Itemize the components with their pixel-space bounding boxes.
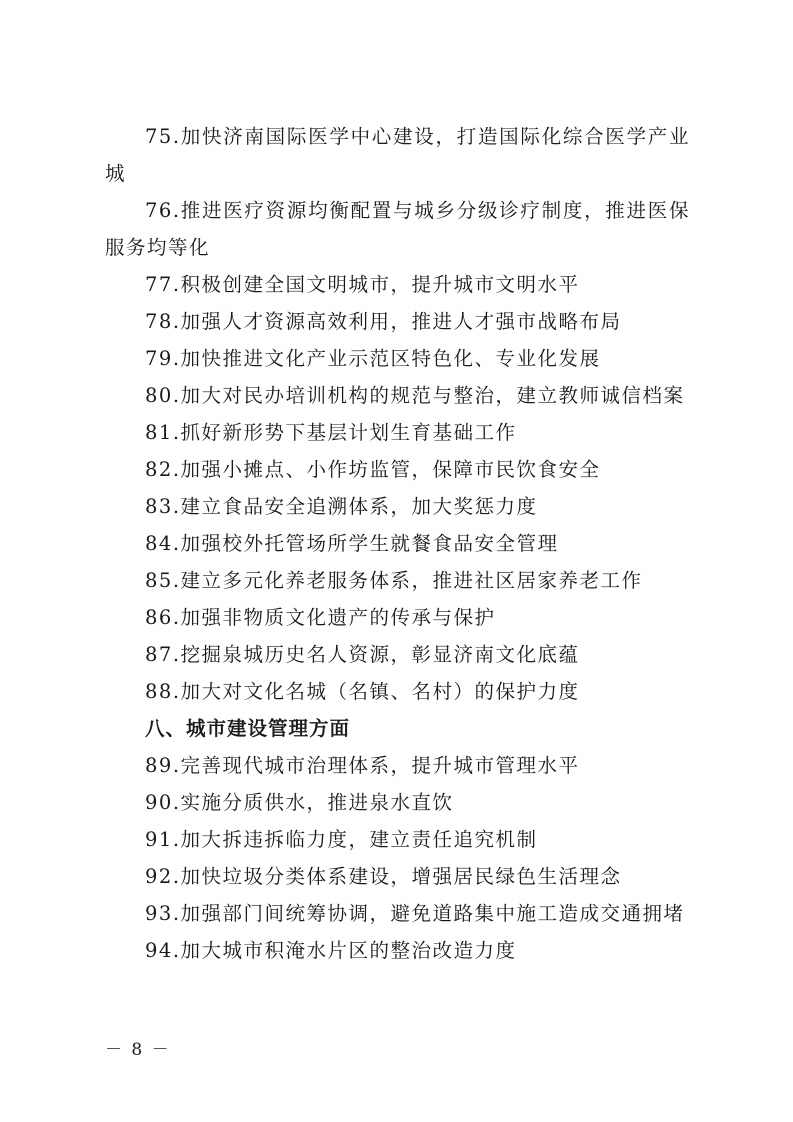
list-item: 85.建立多元化养老服务体系，推进社区居家养老工作 (145, 569, 643, 592)
list-item: 76.推进医疗资源均衡配置与城乡分级诊疗制度，推进医保服务均等化 (105, 199, 690, 259)
list-item: 75.加快济南国际医学中心建设，打造国际化综合医学产业城 (105, 125, 690, 185)
list-item: 92.加快垃圾分类体系建设，增强居民绿色生活理念 (145, 865, 622, 888)
list-item: 88.加大对文化名城（名镇、名村）的保护力度 (145, 680, 580, 703)
list-item: 81.抓好新形势下基层计划生育基础工作 (145, 421, 517, 444)
list-item: 79.加快推进文化产业示范区特色化、专业化发展 (145, 347, 601, 370)
list-item: 80.加大对民办培训机构的规范与整治，建立教师诚信档案 (145, 384, 685, 407)
section-heading: 八、城市建设管理方面 (145, 717, 351, 740)
list-item: 87.挖掘泉城历史名人资源，彰显济南文化底蕴 (145, 643, 580, 666)
page-number: － 8 － (105, 1040, 171, 1060)
list-item: 83.建立食品安全追溯体系，加大奖惩力度 (145, 495, 538, 518)
list-item: 84.加强校外托管场所学生就餐食品安全管理 (145, 532, 559, 555)
list-item: 90.实施分质供水，推进泉水直饮 (145, 791, 454, 814)
list-item: 93.加强部门间统筹协调，避免道路集中施工造成交通拥堵 (145, 902, 685, 925)
list-item: 89.完善现代城市治理体系，提升城市管理水平 (145, 754, 580, 777)
list-item: 77.积极创建全国文明城市，提升城市文明水平 (145, 273, 580, 296)
list-item: 78.加强人才资源高效利用，推进人才强市战略布局 (145, 310, 622, 333)
list-item: 86.加强非物质文化遗产的传承与保护 (145, 606, 496, 629)
list-item: 91.加大拆违拆临力度，建立责任追究机制 (145, 828, 538, 851)
list-item: 82.加强小摊点、小作坊监管，保障市民饮食安全 (145, 458, 601, 481)
document-body (105, 118, 690, 969)
list-item: 94.加大城市积淹水片区的整治改造力度 (145, 939, 517, 962)
